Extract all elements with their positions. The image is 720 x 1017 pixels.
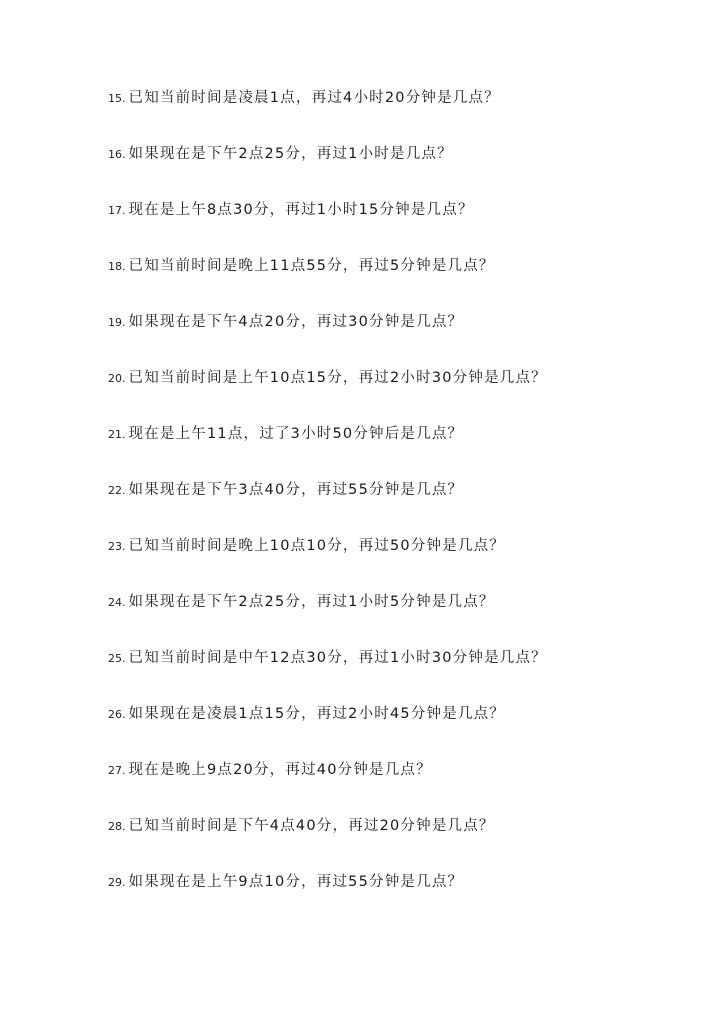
question-item bbox=[108, 310, 698, 366]
question-text: 如果现在是下午2点25分，再过1小时5分钟是几点？ bbox=[128, 594, 495, 610]
question-item bbox=[108, 422, 698, 478]
question-number: 26. bbox=[108, 708, 126, 721]
question-text: 已知当前时间是凌晨1点，再过4小时20分钟是几点？ bbox=[128, 90, 500, 106]
question-item bbox=[108, 870, 698, 926]
question-item bbox=[108, 534, 698, 590]
question-number: 15. bbox=[108, 92, 126, 105]
question-text: 已知当前时间是晚上10点10分，再过50分钟是几点？ bbox=[128, 538, 506, 554]
question-text: 如果现在是下午2点25分，再过1小时是几点？ bbox=[128, 146, 453, 162]
question-text: 已知当前时间是上午10点15分，再过2小时30分钟是几点？ bbox=[128, 370, 547, 386]
question-number: 19. bbox=[108, 316, 126, 329]
question-number: 18. bbox=[108, 260, 126, 273]
question-item bbox=[108, 814, 698, 870]
question-number: 16. bbox=[108, 148, 126, 161]
question-text: 如果现在是凌晨1点15分，再过2小时45分钟是几点？ bbox=[128, 706, 506, 722]
question-item bbox=[108, 758, 698, 814]
question-number: 24. bbox=[108, 596, 126, 609]
question-text: 已知当前时间是中午12点30分，再过1小时30分钟是几点？ bbox=[128, 650, 547, 666]
question-text: 已知当前时间是下午4点40分，再过20分钟是几点？ bbox=[128, 818, 495, 834]
question-text: 如果现在是下午4点20分，再过30分钟是几点？ bbox=[128, 314, 464, 330]
question-number: 23. bbox=[108, 540, 126, 553]
question-number: 22. bbox=[108, 484, 126, 497]
question-item bbox=[108, 86, 698, 142]
question-item bbox=[108, 590, 698, 646]
question-text: 如果现在是下午3点40分，再过55分钟是几点？ bbox=[128, 482, 464, 498]
question-text: 已知当前时间是晚上11点55分，再过5分钟是几点？ bbox=[128, 258, 495, 274]
question-item bbox=[108, 478, 698, 534]
question-number: 28. bbox=[108, 820, 126, 833]
question-number: 21. bbox=[108, 428, 126, 441]
question-number: 17. bbox=[108, 204, 126, 217]
question-number: 29. bbox=[108, 876, 126, 889]
question-text: 现在是上午8点30分，再过1小时15分钟是几点？ bbox=[128, 202, 474, 218]
question-item bbox=[108, 254, 698, 310]
question-item bbox=[108, 198, 698, 254]
question-item bbox=[108, 646, 698, 702]
question-item bbox=[108, 142, 698, 198]
question-number: 20. bbox=[108, 372, 126, 385]
question-list bbox=[108, 86, 698, 926]
question-text: 现在是晚上9点20分，再过40分钟是几点？ bbox=[128, 762, 432, 778]
question-text: 现在是上午11点，过了3小时50分钟后是几点？ bbox=[128, 426, 464, 442]
question-text: 如果现在是上午9点10分，再过55分钟是几点？ bbox=[128, 874, 464, 890]
question-number: 25. bbox=[108, 652, 126, 665]
question-number: 27. bbox=[108, 764, 126, 777]
question-item bbox=[108, 702, 698, 758]
question-item bbox=[108, 366, 698, 422]
